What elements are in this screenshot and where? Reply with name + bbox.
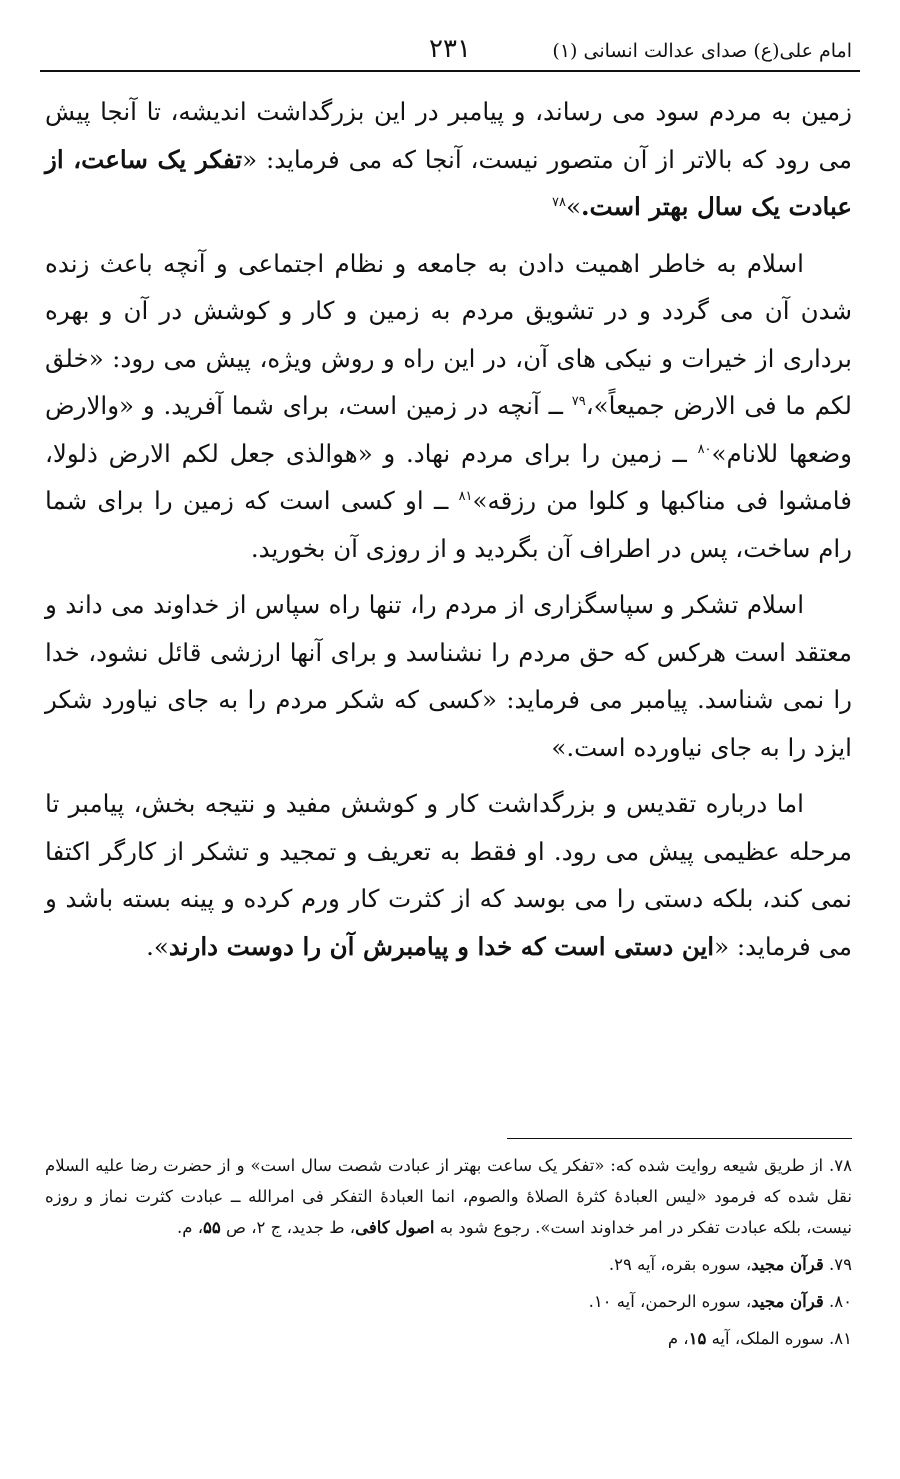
footnote-text: ، م: [667, 1329, 689, 1348]
paragraph-4: [45, 780, 852, 970]
footnote-divider: [507, 1138, 852, 1139]
footnote-source: قرآن مجید: [751, 1292, 824, 1311]
bold-quote: این دستی است که خدا و پیامبرش آن را دوست دارند: [168, 931, 715, 961]
footnote-80: [45, 1286, 852, 1317]
paragraph-text: اسلام به خاطر اهمیت دادن به جامعه و نظام اجتماعی و آنچه باعث زنده شدن آن می گردد و در تشویق مردم به زمین و کار و کوشش در آن و بهره برداری از خیرات و نیکی های آن، در این راه و روش ویژه، پیش می رود: «خلق لکم ما فی الارض جمیعاً»،: [45, 248, 852, 420]
footnote-text: ۸۱. سوره الملک، آیه: [706, 1329, 852, 1348]
footnote-ref: ۸۰: [697, 441, 712, 457]
header-divider: [40, 70, 860, 72]
paragraph-text: »: [565, 192, 581, 221]
footnote-81: [45, 1323, 852, 1354]
footnote-ref: ۷۹: [571, 393, 586, 409]
paragraph-text: ».: [146, 931, 169, 961]
main-text: [45, 88, 852, 979]
footnote-source: قرآن مجید: [751, 1255, 824, 1274]
bold-quote: تفکر یک ساعت، از عبادت یک سال بهتر است.: [45, 144, 852, 221]
paragraph-text: ــ او کسی است که زمین را برای شما رام ساخت، پس در اطراف آن بگردید و از روزی آن بخورید.: [45, 486, 852, 563]
footnote-ref: ۷۸: [551, 194, 566, 210]
footnote-number: ۷۹.: [823, 1255, 852, 1274]
footnotes: [45, 1150, 852, 1360]
footnote-text: ۷۸. از طریق شیعه روایت شده که: «تفکر یک ساعت بهتر از عبادت شصت سال است» و از حضرت رضا علیه السلام نقل شده که فرمود «لیس العبادهٔ کثرهٔ الصلاهٔ والصوم، انما العبادهٔ التفکر فی امرالله ــ عبادت کثرت نماز و روزه نیست، بلکه عبادت تفکر در امر خداوند است». رجوع شود به: [45, 1156, 852, 1237]
paragraph-text: اسلام تشکر و سپاسگزاری از مردم را، تنها راه سپاس از خداوند می داند و معتقد است هرکس که حق مردم را نشناسد و برای آنها ارزشی قائل نشود، خدا را نمی شناسد. پیامبر می فرماید: «کسی که شکر مردم را به جای نیاورد شکر ایزد را به جای نیاورده است.»: [45, 590, 852, 762]
footnote-page: ۵۵: [203, 1218, 221, 1237]
paragraph-3: [45, 581, 852, 771]
footnote-79: [45, 1249, 852, 1280]
running-title: امام علی(ع) صدای عدالت انسانی (۱): [552, 40, 852, 62]
footnote-text: ، سوره بقره، آیه ۲۹.: [608, 1255, 752, 1274]
footnote-source: اصول کافی: [355, 1218, 435, 1237]
footnote-number: ۸۰.: [823, 1292, 852, 1311]
footnote-text: ، ط جدید، ج ۲، ص: [220, 1218, 356, 1237]
footnote-text: ، م.: [177, 1218, 204, 1237]
footnote-verse: ۱۵: [688, 1329, 707, 1348]
paragraph-text: اما درباره تقدیس و بزرگداشت کار و کوشش مفید و نتیجه بخش، پیامبر تا مرحله عظیمی پیش می رود. او فقط به تعریف و تمجید و تشکر از کارگر اکتفا نمی کند، بلکه دستی را می بوسد که از کثرت کار ورم کرده و پینه بسته باشد و می فرماید: «: [45, 789, 852, 961]
page-header: [40, 30, 860, 72]
paragraph-text: ــ زمین را برای مردم نهاد. و «هوالذی جعل لکم الارض ذلولا، فامشوا فی مناکبها و کلوا من رزقه»: [45, 438, 852, 515]
paragraph-1: [45, 88, 852, 231]
footnote-78: [45, 1150, 852, 1243]
footnote-text: ، سوره الرحمن، آیه ۱۰.: [588, 1292, 752, 1311]
paragraph-2: [45, 240, 852, 573]
page-number: ۲۳۱: [429, 34, 471, 64]
paragraph-text: زمین به مردم سود می رساند، و پیامبر در این بزرگداشت اندیشه، تا آنجا پیش می رود که بالاتر از آن متصور نیست، آنجا که می فرماید: «: [45, 97, 852, 174]
footnote-ref: ۸۱: [458, 488, 473, 504]
paragraph-text: ــ آنچه در زمین است، برای شما آفرید. و «والارض وضعها للانام»: [45, 391, 853, 468]
